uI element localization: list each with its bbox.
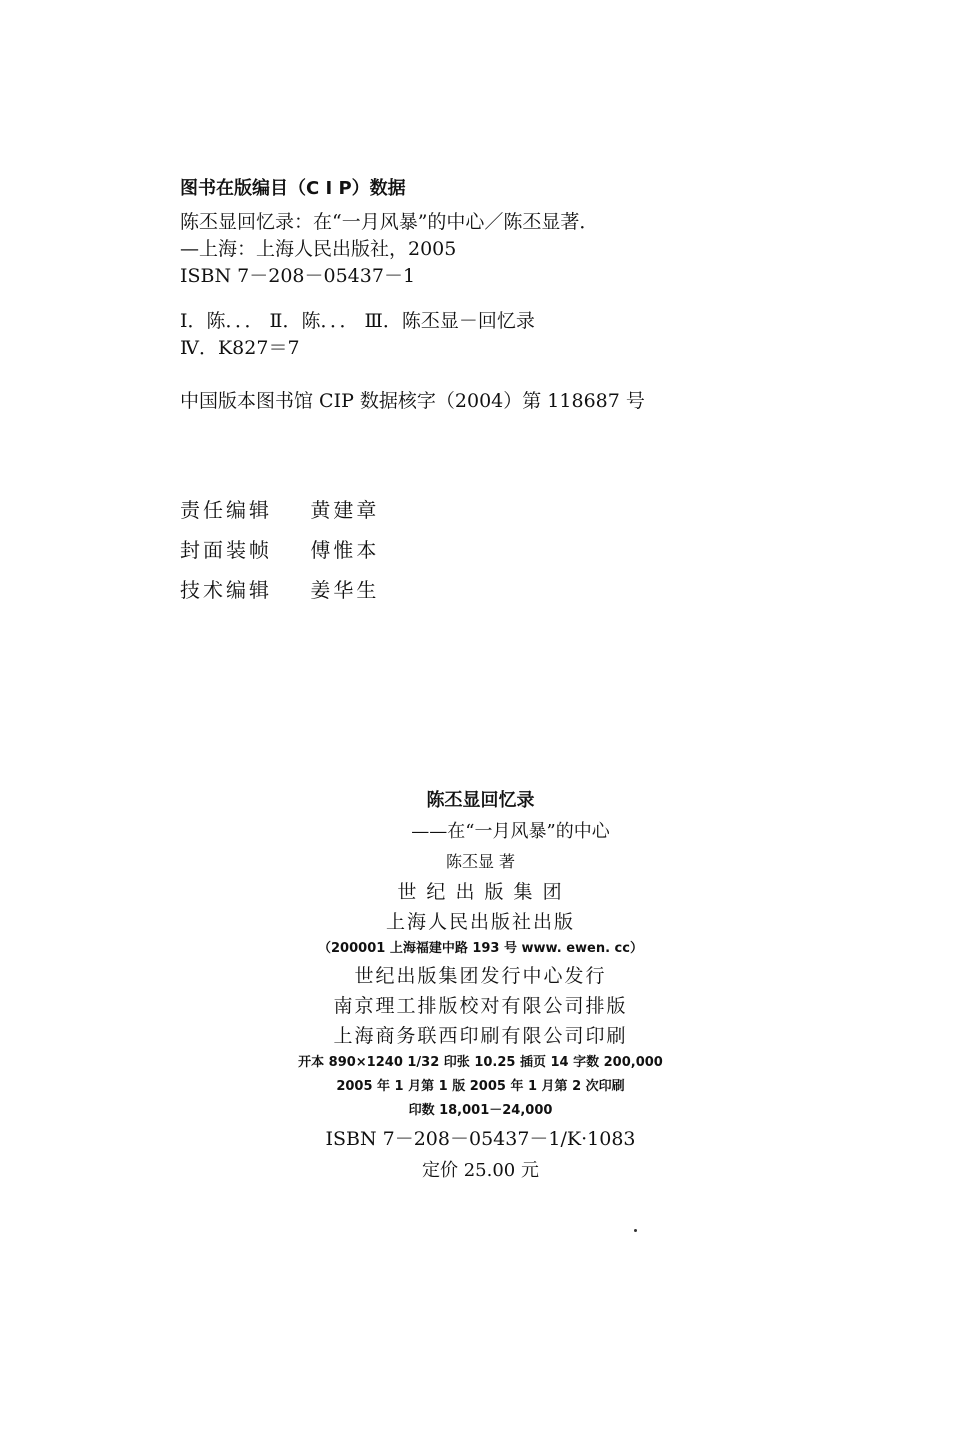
book-title: 陈丕显回忆录 [426, 790, 535, 811]
format-specs: 开本 890×1240 1/32 印张 10.25 插页 14 字数 200,000 [298, 1055, 663, 1070]
credit-role: 封面装帧 [180, 538, 272, 562]
credit-name: 黄建章 [310, 498, 380, 522]
spacer [180, 290, 780, 308]
credit-row [180, 490, 379, 530]
book-author: 陈丕显 著 [445, 852, 516, 871]
cip-subject-line: Ⅰ．陈．．． Ⅱ．陈．．． Ⅲ．陈丕显－回忆录 [180, 310, 535, 332]
publisher-address: （200001 上海福建中路 193 号 www. ewen. cc） [318, 941, 643, 956]
credit-row [180, 570, 379, 610]
cip-publisher-line: —上海：上海人民出版社，2005 [180, 238, 457, 260]
cip-title-line: 陈丕显回忆录：在“一月风暴”的中心／陈丕显著． [180, 211, 599, 233]
cip-data-block [180, 175, 780, 415]
credits-block [180, 490, 379, 610]
typesetter: 南京理工排版校对有限公司排版 [333, 995, 628, 1017]
edition-info: 2005 年 1 月第 1 版 2005 年 1 月第 2 次印刷 [336, 1079, 625, 1094]
credit-name: 傅惟本 [310, 538, 380, 562]
cip-record-number: 中国版本图书馆 CIP 数据核字（2004）第 118687 号 [180, 390, 645, 412]
colophon-isbn: ISBN 7－208－05437－1/K·1083 [325, 1128, 636, 1150]
cip-heading: 图书在版编目（C I P）数据 [180, 178, 406, 199]
credit-name: 姜华生 [310, 578, 380, 602]
credit-row [180, 530, 379, 570]
spacer [180, 362, 780, 388]
colophon-block [0, 785, 961, 1187]
book-subtitle: ——在“一月风暴”的中心 [411, 821, 610, 842]
print-run: 印数 18,001－24,000 [408, 1103, 553, 1118]
credit-role: 技术编辑 [180, 578, 272, 602]
publishing-group: 世 纪 出 版 集 团 [397, 881, 564, 903]
publisher: 上海人民出版社出版 [385, 911, 575, 933]
cip-isbn-line: ISBN 7－208－05437－1 [180, 265, 416, 287]
credit-role: 责任编辑 [180, 498, 272, 522]
price: 定价 25.00 元 [422, 1160, 539, 1181]
scan-speck [634, 1229, 637, 1232]
distributor: 世纪出版集团发行中心发行 [354, 965, 607, 987]
cip-classification-line: Ⅳ．K827＝7 [180, 337, 300, 359]
printer: 上海商务联西印刷有限公司印刷 [333, 1025, 628, 1047]
